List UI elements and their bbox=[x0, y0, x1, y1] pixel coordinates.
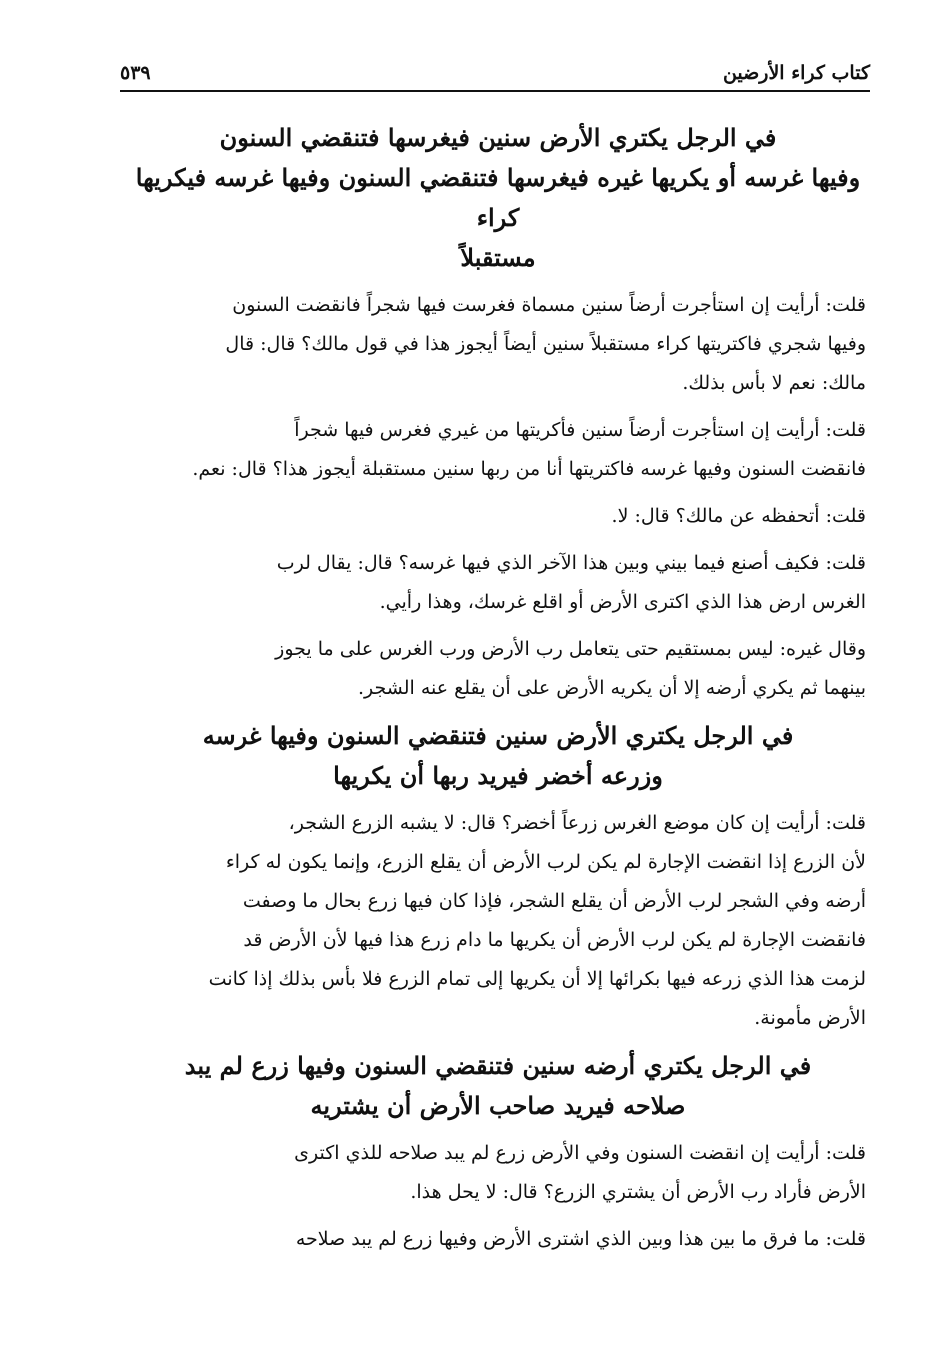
paragraph bbox=[130, 1134, 866, 1212]
paragraph bbox=[130, 411, 866, 489]
running-head bbox=[120, 52, 870, 92]
heading-line: مستقبلاً bbox=[460, 243, 536, 272]
text-line: وقال غيره: ليس بمستقيم حتى يتعامل رب الأرض ورب الغرس على ما يجوز bbox=[275, 638, 866, 660]
text-line: الأرض فأراد رب الأرض أن يشتري الزرع؟ قال: لا يحل هذا. bbox=[410, 1181, 866, 1203]
paragraph bbox=[130, 1220, 866, 1259]
paragraph bbox=[130, 804, 866, 1038]
text-line: وفيها شجري فاكتريتها كراء مستقبلاً سنين أيضاً أيجوز هذا في قول مالك؟ قال: قال bbox=[225, 333, 866, 355]
text-line: قلت: ما فرق ما بين هذا وبين الذي اشترى الأرض وفيها زرع لم يبد صلاحه bbox=[295, 1228, 866, 1250]
paragraph bbox=[130, 286, 866, 403]
heading-line: وفيها غرسه أو يكريها غيره فيغرسها فتنقضي السنون وفيها غرسه فيكريها كراء bbox=[135, 163, 861, 232]
paragraph bbox=[130, 630, 866, 708]
heading-line: صلاحه فيريد صاحب الأرض أن يشتريه bbox=[310, 1091, 686, 1120]
text-line: قلت: أرأيت إن كان موضع الغرس زرعاً أخضر؟ قال: لا يشبه الزرع الشجر، bbox=[288, 812, 866, 834]
text-line: بينهما ثم يكري أرضه إلا أن يكريه الأرض على أن يقلع عنه الشجر. bbox=[357, 677, 866, 699]
text-line: فانقضت السنون وفيها غرسه فاكتريتها أنا من ربها سنين مستقبلة أيجوز هذا؟ قال: نعم. bbox=[192, 458, 866, 480]
paragraph bbox=[130, 544, 866, 622]
section-heading bbox=[130, 716, 866, 796]
page-body bbox=[130, 118, 866, 1267]
heading-line: في الرجل يكتري الأرض سنين فتنقضي السنون وفيها غرسه bbox=[202, 721, 794, 750]
text-line: لأن الزرع إذا انقضت الإجارة لم يكن لرب الأرض أن يقلع الزرع، وإنما يكون له كراء bbox=[225, 851, 866, 873]
heading-line: في الرجل يكتري الأرض سنين فيغرسها فتنقضي السنون bbox=[219, 123, 777, 152]
text-line: قلت: أتحفظه عن مالك؟ قال: لا. bbox=[611, 505, 866, 527]
text-line: أرضه وفي الشجر لرب الأرض أن يقلع الشجر، فإذا كان فيها زرع بحال ما وصفت bbox=[242, 890, 866, 912]
book-title: كتاب كراء الأرضين bbox=[722, 62, 870, 84]
text-line: قلت: أرأيت إن استأجرت أرضاً سنين فأكريتها من غيري فغرس فيها شجراً bbox=[294, 419, 866, 441]
text-line: قلت: فكيف أصنع فيما بيني وبين هذا الآخر الذي فيها غرسه؟ قال: يقال لرب bbox=[276, 552, 866, 574]
heading-line: وزرعه أخضر فيريد ربها أن يكريها bbox=[333, 761, 663, 790]
paragraph bbox=[130, 497, 866, 536]
text-line: الأرض مأمونة. bbox=[754, 1007, 866, 1029]
page-number: ٥٣٩ bbox=[120, 62, 151, 84]
section-heading bbox=[130, 1046, 866, 1126]
text-line: الغرس ارض هذا الذي اكترى الأرض أو اقلع غرسك، وهذا رأيي. bbox=[379, 591, 866, 613]
heading-line: في الرجل يكتري أرضه سنين فتنقضي السنون وفيها زرع لم يبد bbox=[184, 1051, 812, 1080]
text-line: فانقضت الإجارة لم يكن لرب الأرض أن يكريها ما دام زرع هذا فيها لأن الأرض قد bbox=[243, 929, 866, 951]
section-heading bbox=[130, 118, 866, 278]
text-line: قلت: أرأيت إن استأجرت أرضاً سنين مسماة فغرست فيها شجراً فانقضت السنون bbox=[232, 294, 866, 316]
text-line: قلت: أرأيت إن انقضت السنون وفي الأرض زرع لم يبد صلاحه للذي اكترى bbox=[294, 1142, 866, 1164]
text-line: لزمت هذا الذي زرعه فيها بكرائها إلا أن يكريها إلى تمام الزرع فلا بأس بذلك إذا كانت bbox=[208, 968, 866, 990]
text-line: مالك: نعم لا بأس بذلك. bbox=[682, 372, 866, 394]
